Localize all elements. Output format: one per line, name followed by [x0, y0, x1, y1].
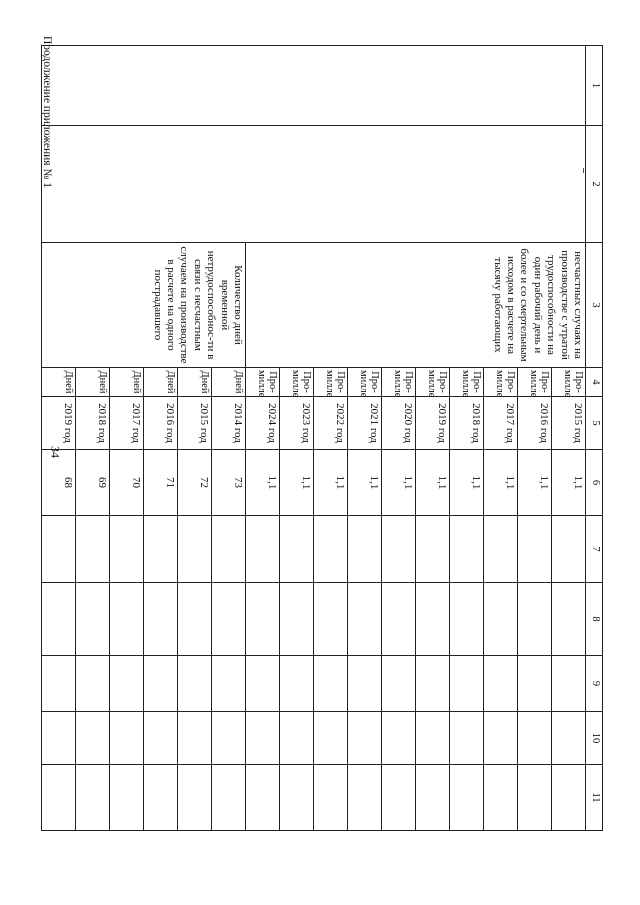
empty-cell: [280, 583, 314, 656]
empty-cell: [144, 765, 178, 831]
year-cell: 2016 год: [144, 397, 178, 450]
empty-cell: [450, 656, 484, 712]
empty-cell: [144, 656, 178, 712]
empty-cell: [518, 516, 552, 583]
empty-cell: [314, 656, 348, 712]
unit-cell: Дней: [212, 368, 246, 397]
value-cell: 1,1: [314, 450, 348, 516]
value-cell: 72: [178, 450, 212, 516]
column-number: 5: [586, 397, 603, 450]
empty-cell: [450, 712, 484, 765]
column-number: 8: [586, 583, 603, 656]
empty-cell: [484, 765, 518, 831]
column-number: 7: [586, 516, 603, 583]
year-cell: 2024 год: [246, 397, 280, 450]
column-number: 2: [586, 126, 603, 243]
empty-cell: [314, 712, 348, 765]
empty-cell: [416, 516, 450, 583]
year-cell: 2022 год: [314, 397, 348, 450]
column-number: 1: [586, 46, 603, 126]
year-cell: 2015 год: [552, 397, 586, 450]
unit-cell: Дней: [178, 368, 212, 397]
empty-cell: [484, 656, 518, 712]
empty-cell: [348, 765, 382, 831]
empty-cell: [212, 516, 246, 583]
year-cell: 2015 год: [178, 397, 212, 450]
year-cell: 2016 год: [518, 397, 552, 450]
year-cell: 2020 год: [382, 397, 416, 450]
empty-cell: [382, 712, 416, 765]
year-cell: 2018 год: [76, 397, 110, 450]
page-number: 34: [48, 446, 63, 458]
empty-cell: [212, 712, 246, 765]
rotated-table-wrapper: [62, 45, 603, 830]
empty-cell: [518, 765, 552, 831]
year-cell: 2021 год: [348, 397, 382, 450]
empty-cell: [416, 656, 450, 712]
empty-cell: [552, 765, 586, 831]
empty-cell: [246, 656, 280, 712]
empty-cell: [382, 765, 416, 831]
empty-cell: [246, 516, 280, 583]
empty-cell: [450, 516, 484, 583]
empty-cell: [382, 516, 416, 583]
empty-cell: [76, 656, 110, 712]
column-number: 11: [586, 765, 603, 831]
empty-cell: [518, 583, 552, 656]
empty-cell: [518, 656, 552, 712]
empty-cell: [552, 712, 586, 765]
empty-cell: [42, 765, 76, 831]
column-number: 10: [586, 712, 603, 765]
value-cell: 1,1: [518, 450, 552, 516]
unit-cell: Про-милле: [484, 368, 518, 397]
column-number: 6: [586, 450, 603, 516]
empty-cell: [484, 583, 518, 656]
empty-cell: [178, 712, 212, 765]
empty-cell: [348, 656, 382, 712]
unit-cell: Про-милле: [314, 368, 348, 397]
value-cell: 68: [42, 450, 76, 516]
empty-cell: [110, 583, 144, 656]
empty-cell: [42, 583, 76, 656]
empty-cell: [484, 516, 518, 583]
value-cell: 1,1: [246, 450, 280, 516]
empty-cell: [76, 712, 110, 765]
unit-cell: Дней: [110, 368, 144, 397]
empty-cell: [416, 583, 450, 656]
column-number-row: [586, 46, 603, 831]
empty-cell: [552, 656, 586, 712]
empty-cell: [212, 656, 246, 712]
value-cell: 1,1: [382, 450, 416, 516]
empty-cell: [178, 583, 212, 656]
empty-cell: [246, 583, 280, 656]
empty-cell: [552, 583, 586, 656]
empty-cell: [42, 516, 76, 583]
unit-cell: Про-милле: [450, 368, 484, 397]
empty-cell: [178, 765, 212, 831]
unit-cell: Дней: [42, 368, 76, 397]
empty-cell: [484, 712, 518, 765]
empty-cell: [76, 765, 110, 831]
empty-cell: [144, 583, 178, 656]
empty-cell: [382, 583, 416, 656]
value-cell: 1,1: [484, 450, 518, 516]
empty-cell: [110, 765, 144, 831]
column-number: 4: [586, 368, 603, 397]
value-cell: 1,1: [416, 450, 450, 516]
unit-cell: Про-милле: [246, 368, 280, 397]
value-cell: 71: [144, 450, 178, 516]
empty-cell: [110, 712, 144, 765]
empty-cell: [178, 516, 212, 583]
empty-cell: [348, 583, 382, 656]
unit-cell: Про-милле: [280, 368, 314, 397]
unit-cell: Дней: [76, 368, 110, 397]
empty-cell: [42, 656, 76, 712]
empty-cell: [144, 712, 178, 765]
empty-cell: [246, 765, 280, 831]
unit-cell: Про-милле: [416, 368, 450, 397]
appendix-continuation-caption: Продолжение приложения № 1: [41, 35, 53, 189]
empty-cell: [450, 583, 484, 656]
table-row: [552, 46, 586, 831]
empty-cell: [144, 516, 178, 583]
unit-cell: Про-милле: [348, 368, 382, 397]
empty-cell: [450, 765, 484, 831]
value-cell: 1,1: [348, 450, 382, 516]
empty-cell: [212, 583, 246, 656]
value-cell: 69: [76, 450, 110, 516]
empty-cell: [348, 516, 382, 583]
empty-cell: [280, 712, 314, 765]
value-cell: 73: [212, 450, 246, 516]
column-2-cell: [42, 126, 586, 243]
unit-cell: Про-милле: [552, 368, 586, 397]
column-1-cell: [42, 46, 586, 126]
empty-cell: [280, 656, 314, 712]
empty-cell: [246, 712, 280, 765]
year-cell: 2017 год: [484, 397, 518, 450]
empty-cell: [76, 516, 110, 583]
unit-cell: Про-милле: [518, 368, 552, 397]
indicator-label-disability-days: Количество дней временной нетрудоспособнос-ти в связи с несчастным случаем на производстве в расчете на одного пострадавшего: [42, 243, 246, 368]
empty-cell: [280, 765, 314, 831]
empty-cell: [314, 583, 348, 656]
value-cell: 1,1: [552, 450, 586, 516]
indicator-table: [41, 45, 603, 831]
empty-cell: [212, 765, 246, 831]
value-cell: 1,1: [450, 450, 484, 516]
year-cell: 2017 год: [110, 397, 144, 450]
empty-cell: [382, 656, 416, 712]
empty-cell: [348, 712, 382, 765]
empty-cell: [314, 516, 348, 583]
empty-cell: [416, 765, 450, 831]
empty-cell: [76, 583, 110, 656]
year-cell: 2018 год: [450, 397, 484, 450]
empty-cell: [110, 656, 144, 712]
empty-cell: [552, 516, 586, 583]
unit-cell: Дней: [144, 368, 178, 397]
empty-cell: [178, 656, 212, 712]
empty-cell: [314, 765, 348, 831]
year-cell: 2019 год: [416, 397, 450, 450]
year-cell: 2023 год: [280, 397, 314, 450]
value-cell: 1,1: [280, 450, 314, 516]
table-frame: [62, 45, 603, 830]
indicator-label-accident-frequency: несчастных случаях на производстве с утратой трудоспособности на один рабочий день и более и со смертельным исходом в расчете на тысячу работающих: [246, 243, 586, 368]
empty-cell: [416, 712, 450, 765]
year-cell: 2019 год: [42, 397, 76, 450]
year-cell: 2014 год: [212, 397, 246, 450]
unit-cell: Про-милле: [382, 368, 416, 397]
empty-cell: [42, 712, 76, 765]
column-number: 9: [586, 656, 603, 712]
value-cell: 70: [110, 450, 144, 516]
empty-cell: [110, 516, 144, 583]
column-number: 3: [586, 243, 603, 368]
empty-cell: [280, 516, 314, 583]
empty-cell: [518, 712, 552, 765]
